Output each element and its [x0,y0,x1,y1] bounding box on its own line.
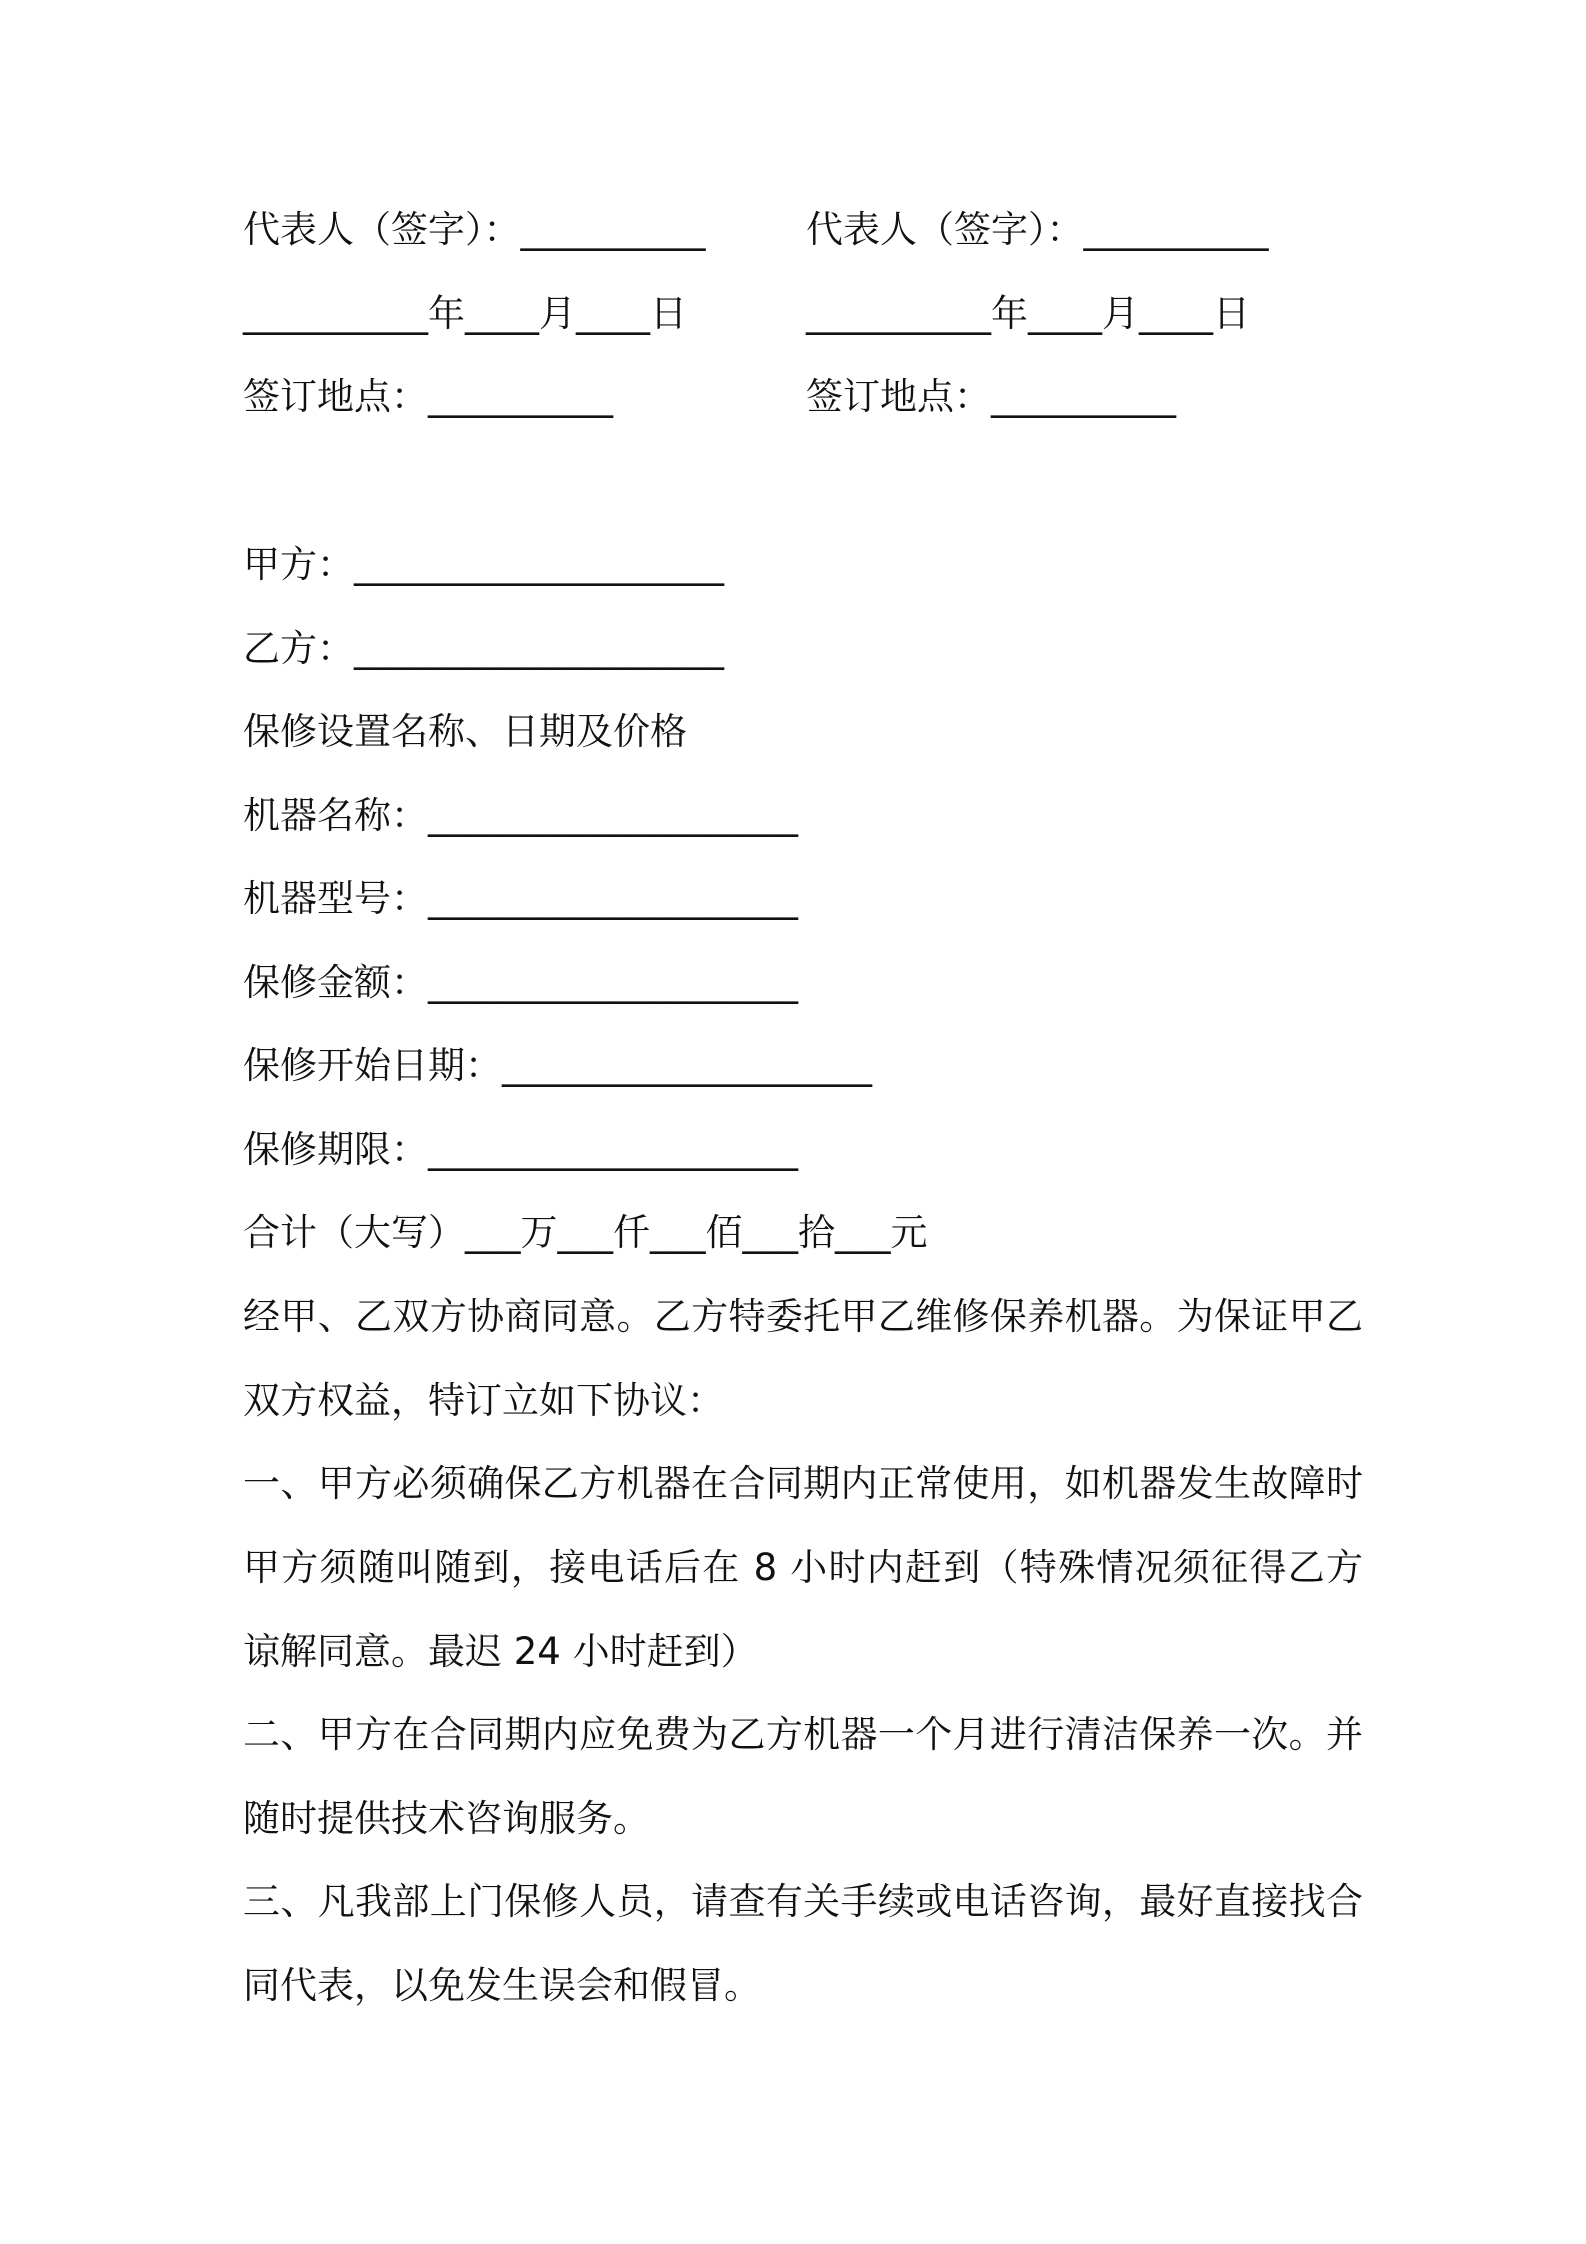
clause-2: 二、甲方在合同期内应免费为乙方机器一个月进行清洁保养一次。并随时提供技术咨询服务。 [243,1713,1363,1840]
warranty-period-field: 保修期限：____________________ [243,1128,798,1171]
party-b: 乙方：____________________ [243,627,724,670]
intro-paragraph: 经甲、乙双方协商同意。乙方特委托甲乙维修保养机器。为保证甲乙双方权益，特订立如下协议： [243,1295,1363,1422]
clause-3: 三、凡我部上门保修人员，请查有关手续或电话咨询，最好直接找合同代表，以免发生误会和假冒。 [243,1880,1363,2007]
representative-signature-right: 代表人（签字）：__________ [806,208,1269,251]
clause-1: 一、甲方必须确保乙方机器在合同期内正常使用，如机器发生故障时甲方须随叫随到，接电话后在 8 小时内赶到（特殊情况须征得乙方谅解同意。最迟 24 小时赶到） [243,1462,1363,1673]
signing-place-right: 签订地点：__________ [806,375,1176,418]
warranty-start-date-field: 保修开始日期：____________________ [243,1044,872,1087]
signing-place-left: 签订地点：__________ [243,375,613,418]
date-right: __________年____月____日 [806,292,1250,335]
machine-name-field: 机器名称：____________________ [243,794,798,837]
section-heading: 保修设置名称、日期及价格 [243,710,687,753]
machine-model-field: 机器型号：____________________ [243,877,798,920]
representative-signature-left: 代表人（签字）：__________ [243,208,706,251]
party-a: 甲方：____________________ [243,543,724,586]
total-uppercase-field: 合计（大写）___万___仟___佰___拾___元 [243,1211,928,1254]
date-left: __________年____月____日 [243,292,687,335]
warranty-amount-field: 保修金额：____________________ [243,961,798,1004]
